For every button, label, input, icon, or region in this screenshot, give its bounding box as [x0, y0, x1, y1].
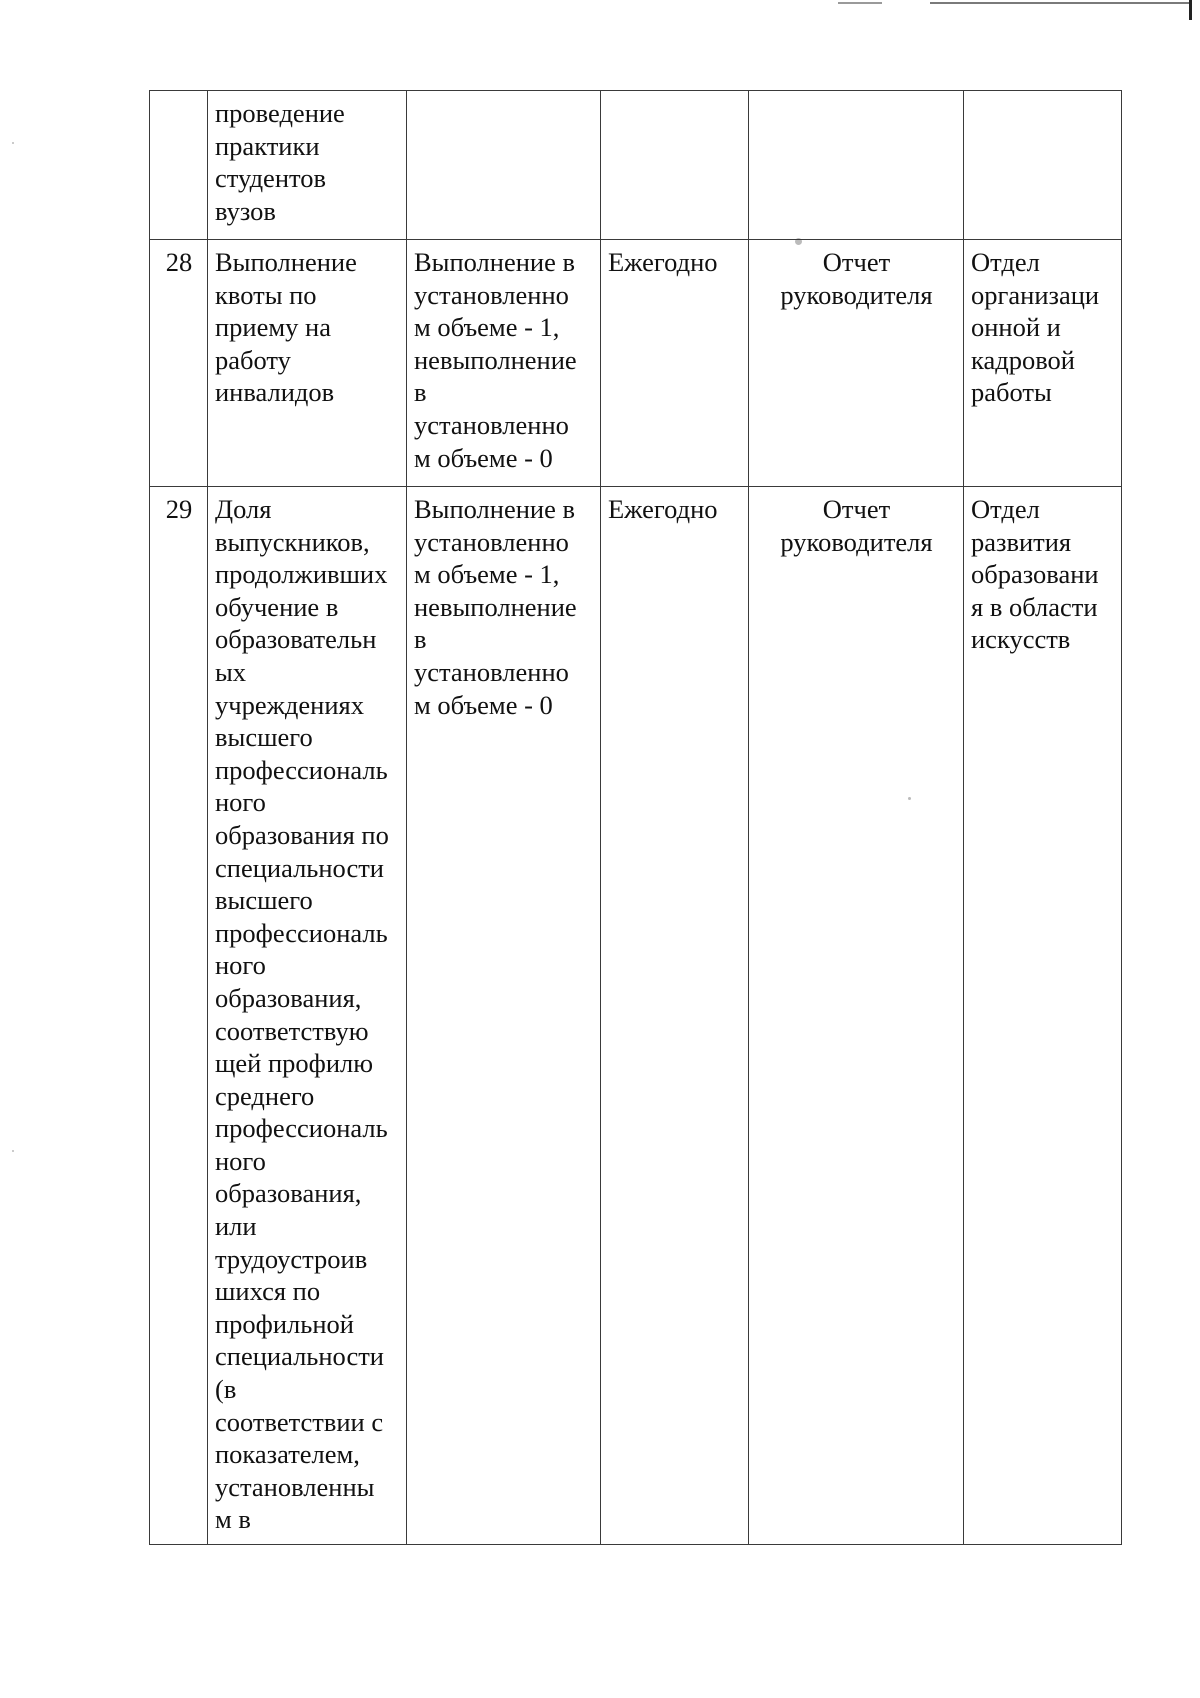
frequency-cell — [601, 91, 749, 240]
responsible-cell: Отдел развития образовани я в области искусств — [964, 487, 1122, 1545]
source-cell — [749, 91, 964, 240]
row-number-cell: 29 — [150, 487, 208, 1545]
scan-artifact-line — [930, 2, 1190, 4]
scan-speck — [12, 1150, 14, 1152]
criterion-cell — [407, 91, 601, 240]
table-row — [150, 91, 1122, 240]
scan-artifact-mark — [1189, 0, 1192, 20]
frequency-cell: Ежегодно — [601, 487, 749, 1545]
table-row — [150, 487, 1122, 1545]
source-cell: Отчет руководителя — [749, 240, 964, 487]
criterion-cell: Выполнение в установленно м объеме - 1, невыполнение в установленно м объеме - 0 — [407, 240, 601, 487]
scan-speck — [12, 142, 14, 144]
indicators-table — [149, 90, 1122, 1545]
indicator-cell: проведение практики студентов вузов — [208, 91, 407, 240]
row-number-cell — [150, 91, 208, 240]
scan-artifact-line — [838, 2, 882, 4]
frequency-cell: Ежегодно — [601, 240, 749, 487]
indicator-cell: Доля выпускников, продолживших обучение в образовательн ых учреждениях высшего профессиональ ного образования по специальности высшего профессиональ ного образования, соответствую щей профилю среднего профессиональ ного образования, или трудоустроив шихся по профильной специальности (в соответствии с показателем, установленны м в — [208, 487, 407, 1545]
row-number-cell: 28 — [150, 240, 208, 487]
source-cell: Отчет руководителя — [749, 487, 964, 1545]
criterion-cell: Выполнение в установленно м объеме - 1, невыполнение в установленно м объеме - 0 — [407, 487, 601, 1545]
table-row — [150, 240, 1122, 487]
responsible-cell — [964, 91, 1122, 240]
responsible-cell: Отдел организаци онной и кадровой работы — [964, 240, 1122, 487]
indicator-cell: Выполнение квоты по приему на работу инвалидов — [208, 240, 407, 487]
